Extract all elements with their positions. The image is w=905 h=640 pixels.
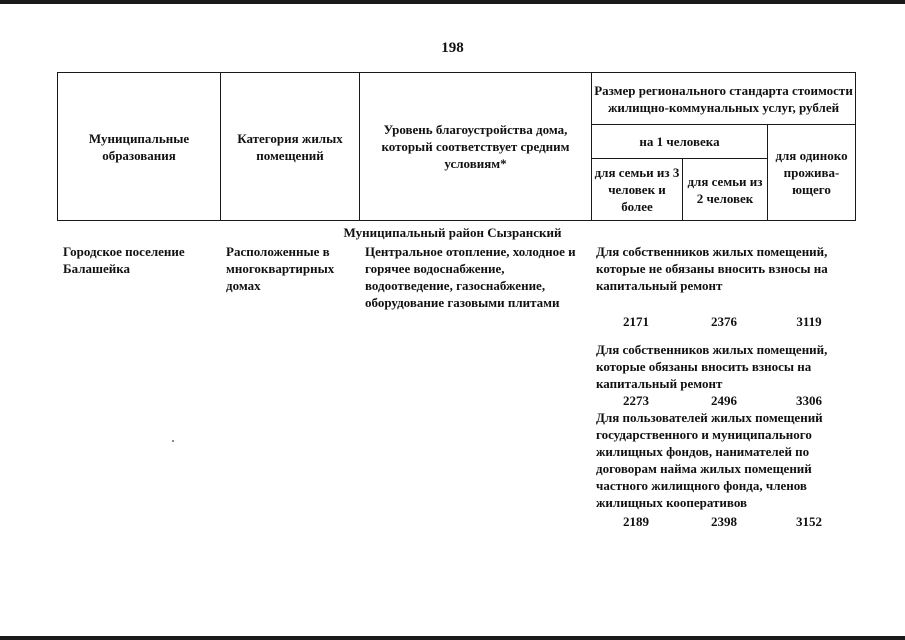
value-family-2: 2376 <box>711 314 737 329</box>
group-label-1: Для собственников жилых помещений, которые не обязаны вносить взносы на капитальный ремонт <box>596 244 828 293</box>
row-municipality: Городское поселение Балашейка <box>63 244 185 276</box>
value-single: 3306 <box>796 393 822 408</box>
value-family-2: 2496 <box>711 393 737 408</box>
table-header <box>57 72 856 221</box>
header-family-2: для семьи из 2 человек <box>683 159 768 221</box>
value-family-3: 2171 <box>623 314 649 329</box>
value-single: 3152 <box>796 514 822 529</box>
header-family-3: для семьи из 3 человек и более <box>592 159 683 221</box>
scan-bottom-edge <box>0 636 905 640</box>
page-number: 198 <box>441 40 464 56</box>
row-category: Расположенные в многоквартирных домах <box>226 244 335 293</box>
district-title: Муниципальный район Сызранский <box>343 225 562 240</box>
scan-speck <box>172 440 174 442</box>
header-per-person: на 1 человека <box>592 125 768 159</box>
group-label-2: Для собственников жилых помещений, которые обязаны вносить взносы на капитальный ремонт <box>596 342 828 391</box>
value-family-3: 2273 <box>623 393 649 408</box>
header-municipality: Муниципальные образования <box>58 73 221 221</box>
header-single: для одиноко прожива-ющего <box>768 125 856 221</box>
scan-top-edge <box>0 0 905 4</box>
header-category: Категория жилых помещений <box>221 73 360 221</box>
header-improvement-level: Уровень благоустройства дома, который соответствует средним условиям* <box>360 73 592 221</box>
header-standard-size: Размер регионального стандарта стоимости жилищно-коммунальных услуг, рублей <box>592 73 856 125</box>
row-improvement-level: Центральное отопление, холодное и горячее водоснабжение, водоотведение, газоснабжение, оборудование газовыми плитами <box>365 244 576 310</box>
value-family-2: 2398 <box>711 514 737 529</box>
group-label-3: Для пользователей жилых помещений государственного и муниципального жилищных фондов, нанимателей по договорам найма жилых помещений частного жилищного фонда, членов жилищных кооперативов <box>596 410 823 510</box>
value-family-3: 2189 <box>623 514 649 529</box>
value-single: 3119 <box>796 314 822 329</box>
